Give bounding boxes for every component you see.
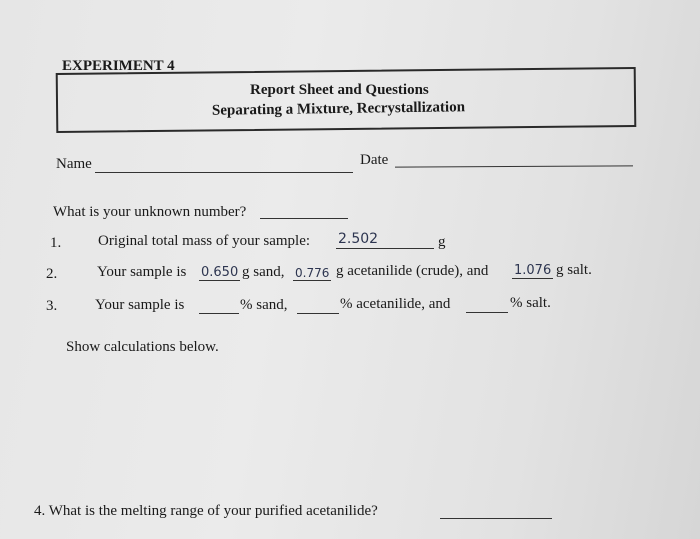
q1-answer-line[interactable] [336, 248, 434, 249]
q2-sand-unit: g sand, [242, 264, 285, 280]
q3-salt-field[interactable] [466, 312, 508, 313]
date-label: Date [360, 152, 389, 168]
date-field[interactable] [395, 165, 633, 167]
q4-answer-field[interactable] [440, 518, 552, 519]
q3-sand-field[interactable] [199, 313, 239, 314]
q2-number: 2. [46, 266, 58, 282]
q3-acetanilide-field[interactable] [297, 313, 339, 314]
q4-text: 4. What is the melting range of your purified acetanilide? [34, 503, 378, 519]
q3-sand-label: % sand, [240, 297, 288, 313]
report-title: Report Sheet and Questions [250, 82, 429, 98]
unknown-number-field[interactable] [260, 218, 348, 219]
q2-salt-value[interactable]: 1.076 [514, 263, 552, 278]
show-calculations-label: Show calculations below. [66, 339, 219, 355]
q2-acetanilide-unit: g acetanilide (crude), and [336, 263, 489, 279]
q2-salt-unit: g salt. [556, 262, 592, 278]
report-subtitle: Separating a Mixture, Recrystallization [211, 99, 466, 119]
experiment-heading: EXPERIMENT 4 [62, 58, 175, 74]
unknown-number-question: What is your unknown number? [53, 204, 247, 220]
q3-prefix: Your sample is [95, 297, 185, 313]
q3-acetanilide-label: % acetanilide, and [340, 296, 451, 312]
q2-prefix: Your sample is [97, 264, 187, 280]
q1-text: Original total mass of your sample: [98, 233, 311, 249]
name-field[interactable] [95, 172, 353, 173]
q3-salt-label: % salt. [510, 295, 551, 311]
q2-sand-value[interactable]: 0.650 [201, 265, 239, 280]
q1-answer: 2.502 [338, 231, 379, 247]
q1-unit: g [438, 234, 446, 250]
q1-number: 1. [50, 235, 62, 251]
name-label: Name [56, 156, 92, 172]
q2-acetanilide-value[interactable]: 0.776 [295, 266, 330, 280]
q3-number: 3. [46, 298, 58, 314]
